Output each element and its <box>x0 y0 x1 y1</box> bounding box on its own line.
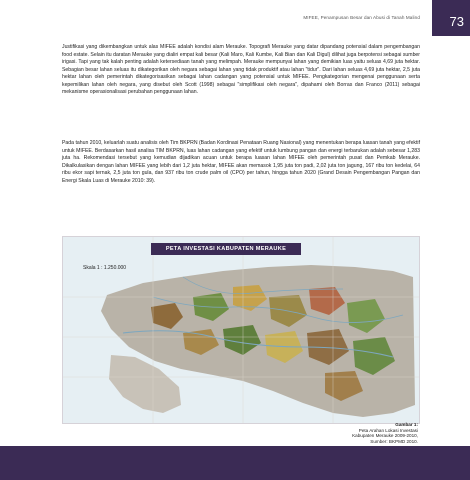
caption-line: Sumber: BKPMD 2010. <box>370 438 418 444</box>
map-figure <box>62 236 420 424</box>
body-paragraph-1: Justifikasi yang dikembangkan untuk alas MIFEE adalah kondisi alam Merauke. Topografi Merauke yang datar dipandang potensial dalam pengembangan food estate. Selain itu daratan Merauke yang dialiri empat kali besar (Kali Maro, Kali Kumbe, Kali Bian dan Kali Digul) dilihat juga berpotensi sebagai sumber irigasi. Tapi yang tak kalah penting adalah ketersediaan tanah yang melimpah. Merauke mempunyai lahan yang demikian luas yaitu seluas 4,69 juta hektar. Sebagian besar lahan seluas itu dikategorikan oleh negara sebagai lahan yang tidak produktif atau lahan "tidur". Dari lahan seluas 4,69 juta hektar, 2,5 juta hektar lahan oleh pemerintah dikategorisasikan sebagai lahan cadangan yang potensial untuk MIFEE. Pengkategorian mengenai penggunaan serta kepemilikan lahan oleh negara, yang disebut oleh Scott (1998) sebagai "simplifikasi oleh negara", dipahami oleh Borras dan Franco (2011) sebagai mekanisme operasionalisasi perubahan penggunaan lahan. <box>62 44 420 95</box>
body-paragraph-2: Pada tahun 2010, keluarlah suatu analisis oleh Tim BKPRN (Badan Kordinasi Penataan Ruang Nasional) yang menentukan berapa luasan tanah yang efektif untuk MIFEE. Berdasarkan hasil analisa TIM BKPRN, luas lahan cadangan yang efektif untuk lumbung pangan dan energi terbarukan adalah sebesar 1,283 juta ha. Rekomendasi tersebut yang kemudian dijadikan acuan untuk berapa luasan lahan MIFEE oleh pemerintah pusat dan Pemkab Merauke. Dikalkulasikan dengan lahan MIFEE yang lebih dari 1,2 juta hektar, MIFEE akan memasok 1,95 juta ton padi, 2,02 juta ton jagung, 167 ribu ton kedelai, 64 ribu ekor sapi ternak, 2,5 juta ton gula, dan 937 ribu ton crude palm oil (CPO) per tahun, hingga tahun 2020 (Grand Desain Pengembangan Pangan dan Energi Skala Luas di Merauke 2010: 39). <box>62 140 420 184</box>
caption-line: Peta Arahan Lokasi Investasi <box>358 427 418 433</box>
map-title: PETA INVESTASI KABUPATEN MERAUKE <box>151 243 301 255</box>
footer-band <box>0 446 470 480</box>
page-header <box>0 0 470 36</box>
caption-title: Gambar 1: <box>395 422 418 427</box>
caption-line: Kabupaten Merauke 2009-2010, <box>352 433 418 439</box>
page-number-box <box>432 0 470 36</box>
map-scale: Skala 1 : 1.250.000 <box>83 265 127 271</box>
figure-caption <box>288 422 418 444</box>
page-number: 73 <box>449 14 464 29</box>
running-title: MIFEE, Penampusan Besar dan Abusi di Tanah Malind <box>303 15 420 20</box>
